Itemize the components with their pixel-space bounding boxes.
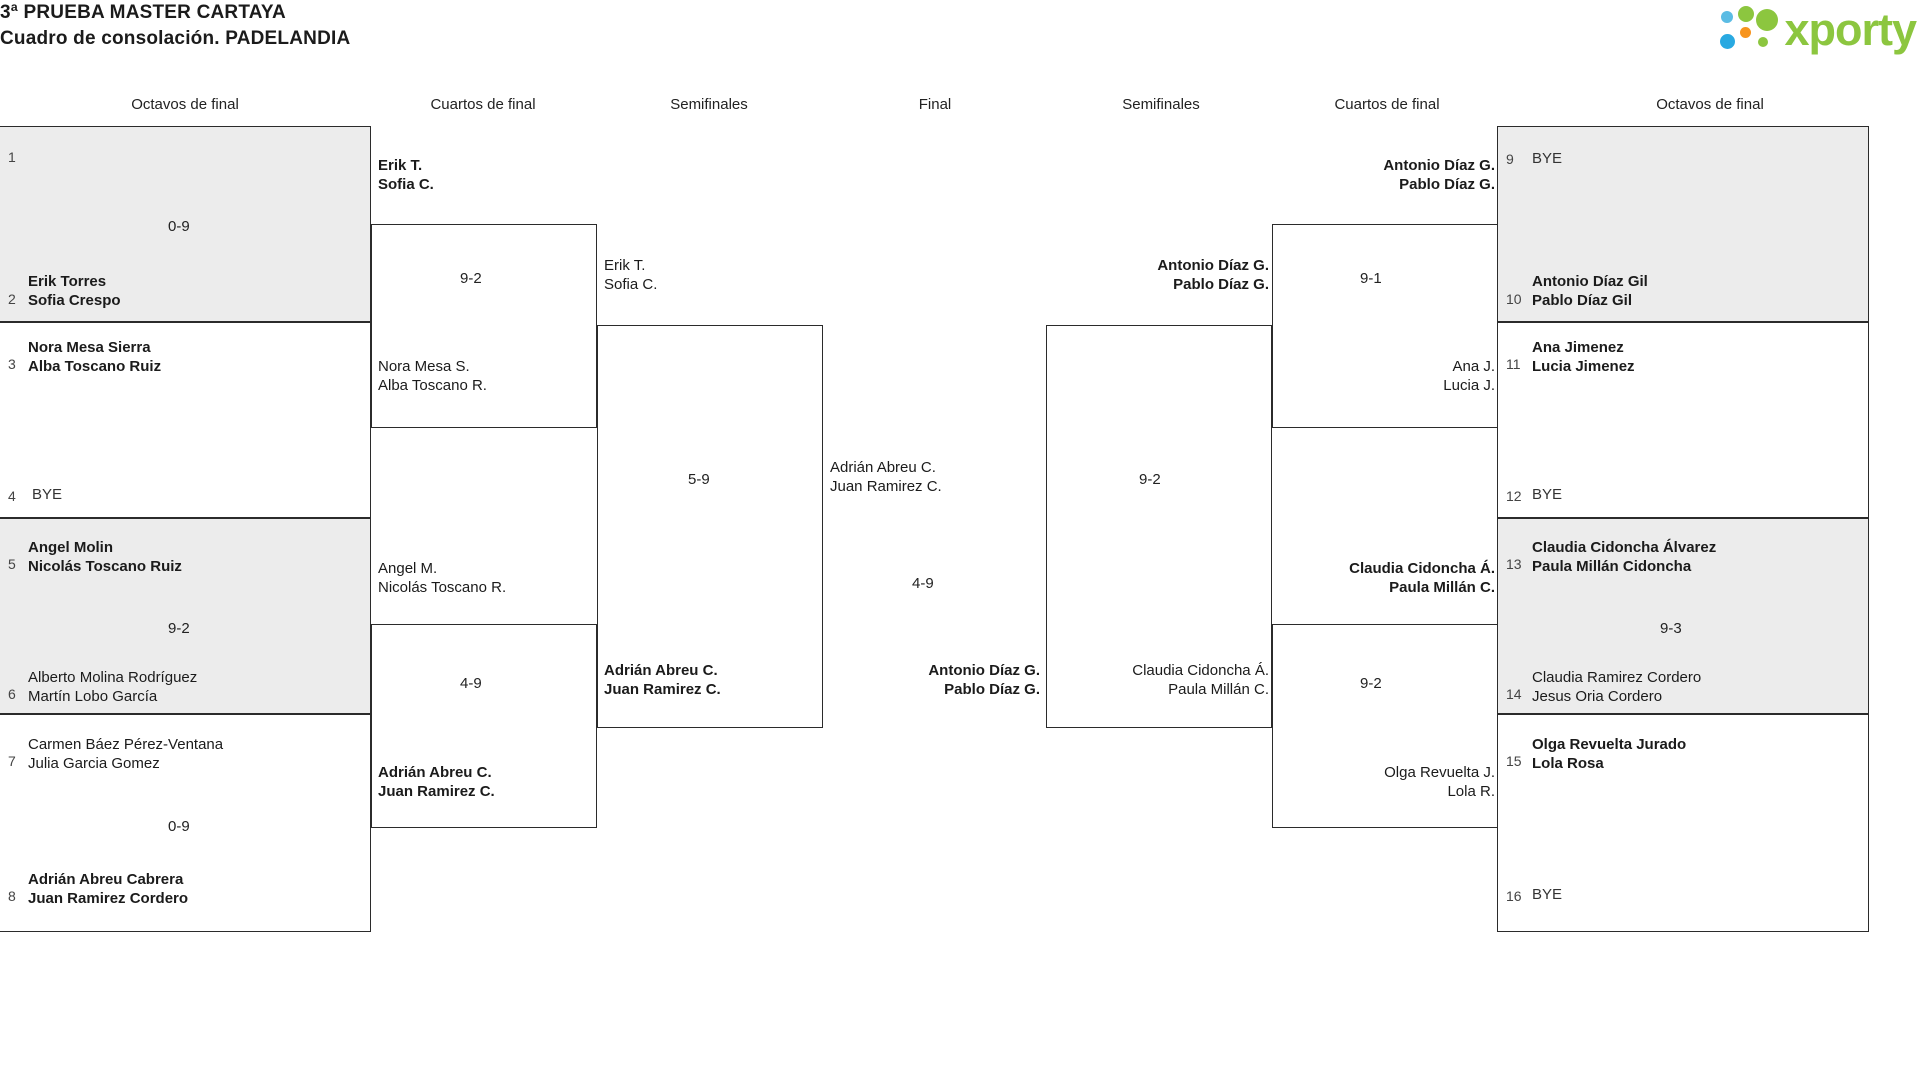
- team-final-left: Adrián Abreu C. Juan Ramirez C.: [830, 459, 942, 495]
- score-l-cua-m1: 9-2: [460, 270, 482, 287]
- team-l-oct-7: Carmen Báez Pérez-Ventana Julia Garcia Gomez: [28, 736, 224, 772]
- bye-r-oct-1: BYE: [1532, 150, 1563, 167]
- team-r-oct-7: Olga Revuelta Jurado Lola Rosa: [1532, 736, 1687, 772]
- score-r-oct-m3: 9-3: [1660, 620, 1682, 637]
- seed-7: 7: [8, 753, 16, 769]
- team-r-cua-2: Ana J. Lucia J.: [1443, 358, 1495, 394]
- seed-8: 8: [8, 888, 16, 904]
- seed-12: 12: [1506, 488, 1522, 504]
- title-line-2: Cuadro de consolación. PADELANDIA: [0, 28, 351, 49]
- seed-15: 15: [1506, 753, 1522, 769]
- seed-5: 5: [8, 556, 16, 572]
- team-final-right: Antonio Díaz G. Pablo Díaz G.: [928, 662, 1040, 698]
- team-l-cua-1: Erik T. Sofia C.: [378, 157, 434, 193]
- seed-6: 6: [8, 686, 16, 702]
- score-l-cua-m2: 4-9: [460, 675, 482, 692]
- seed-10: 10: [1506, 291, 1522, 307]
- seed-3: 3: [8, 356, 16, 372]
- logo-dots-icon: [1720, 6, 1778, 52]
- seed-1: 1: [8, 149, 16, 165]
- bracket-box-r-cua-1: [1272, 224, 1498, 428]
- team-r-semi-1: Antonio Díaz G. Pablo Díaz G.: [1157, 257, 1269, 293]
- round-label-left-octavos: Octavos de final: [131, 96, 239, 113]
- seed-2: 2: [8, 291, 16, 307]
- team-l-cua-4: Adrián Abreu C. Juan Ramirez C.: [378, 764, 495, 800]
- team-l-semi-2: Adrián Abreu C. Juan Ramirez C.: [604, 662, 721, 698]
- round-label-final: Final: [918, 96, 952, 113]
- score-r-semi-m1: 9-2: [1139, 471, 1161, 488]
- round-label-right-octavos: Octavos de final: [1656, 96, 1764, 113]
- title-line-1: 3ª PRUEBA MASTER CARTAYA: [0, 2, 286, 23]
- seed-13: 13: [1506, 556, 1522, 572]
- bye-l-oct-4: BYE: [32, 486, 63, 503]
- team-l-cua-2: Nora Mesa S. Alba Toscano R.: [378, 358, 487, 394]
- bye-r-oct-4: BYE: [1532, 486, 1563, 503]
- score-l-oct-m4: 0-9: [168, 818, 190, 835]
- round-label-right-cuartos: Cuartos de final: [1334, 96, 1440, 113]
- team-r-oct-6: Claudia Ramirez Cordero Jesus Oria Cordero: [1532, 669, 1702, 705]
- team-r-cua-4: Olga Revuelta J. Lola R.: [1384, 764, 1495, 800]
- team-r-cua-1: Antonio Díaz G. Pablo Díaz G.: [1383, 157, 1495, 193]
- score-l-semi-m1: 5-9: [688, 471, 710, 488]
- score-r-cua-m1: 9-1: [1360, 270, 1382, 287]
- logo-wordmark: xporty: [1784, 3, 1916, 55]
- bracket-box-l-cua-1: [371, 224, 597, 428]
- team-r-oct-3: Ana Jimenez Lucia Jimenez: [1532, 339, 1635, 375]
- team-l-cua-3: Angel M. Nicolás Toscano R.: [378, 560, 507, 596]
- team-l-oct-6: Alberto Molina Rodríguez Martín Lobo García: [28, 669, 198, 705]
- score-l-oct-m3: 9-2: [168, 620, 190, 637]
- team-l-oct-5: Angel Molin Nicolás Toscano Ruiz: [28, 539, 182, 575]
- xporty-logo: [1720, 3, 1916, 55]
- seed-9: 9: [1506, 151, 1514, 167]
- score-final: 4-9: [912, 575, 934, 592]
- team-l-oct-3: Nora Mesa Sierra Alba Toscano Ruiz: [28, 339, 162, 375]
- seed-14: 14: [1506, 686, 1522, 702]
- team-r-oct-2: Antonio Díaz Gil Pablo Díaz Gil: [1532, 273, 1648, 309]
- team-l-semi-1: Erik T. Sofia C.: [604, 257, 658, 293]
- seed-4: 4: [8, 488, 16, 504]
- team-r-cua-3: Claudia Cidoncha Á. Paula Millán C.: [1349, 560, 1495, 596]
- page-title: [0, 0, 350, 52]
- team-r-semi-2: Claudia Cidoncha Á. Paula Millán C.: [1132, 662, 1269, 698]
- seed-16: 16: [1506, 888, 1522, 904]
- team-r-oct-5: Claudia Cidoncha Álvarez Paula Millán Cidoncha: [1532, 539, 1717, 575]
- team-l-oct-8: Adrián Abreu Cabrera Juan Ramirez Cordero: [28, 871, 189, 907]
- team-l-oct-2: Erik Torres Sofia Crespo: [28, 273, 121, 309]
- round-label-left-cuartos: Cuartos de final: [430, 96, 536, 113]
- score-r-cua-m2: 9-2: [1360, 675, 1382, 692]
- score-l-oct-m1: 0-9: [168, 218, 190, 235]
- seed-11: 11: [1506, 356, 1521, 372]
- round-label-right-semis: Semifinales: [1122, 96, 1200, 113]
- bye-r-oct-8: BYE: [1532, 886, 1563, 903]
- round-label-left-semis: Semifinales: [670, 96, 748, 113]
